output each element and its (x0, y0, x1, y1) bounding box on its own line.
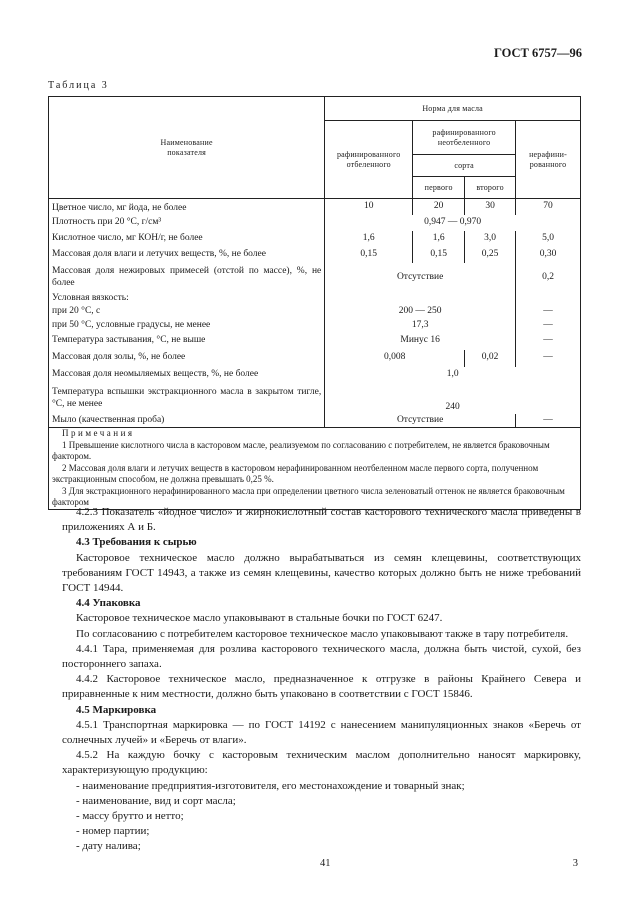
document-code: ГОСТ 6757—96 (493, 46, 582, 60)
list-item: - массу брутто и нетто; (76, 810, 184, 823)
list-item: - наименование, вид и сорт масла; (76, 794, 236, 807)
page-number: 41 (320, 858, 331, 869)
list-item: - номер партии; (76, 825, 150, 838)
table-row: Условная вязкость: (49, 293, 581, 306)
header-norm: Норма для масла (325, 97, 581, 121)
table-row: Мыло (качественная проба) Отсутствие — (49, 414, 581, 428)
paragraph-4-4-2: 4.4.2 Касторовое техническое масло, предназначенное к отгрузке в районы Крайнего Севера и приравненные к ним местности, должно быть упаковано в соответствии с ГОСТ 15846. (62, 673, 581, 701)
table-row: Массовая доля влаги и летучих веществ, %, не более 0,15 0,15 0,25 0,30 (49, 247, 581, 263)
note-3: 3 Для экстракционного нерафинированного масла при определении цветного числа зеленоватый оттенок не является браковочным фактором (52, 485, 565, 508)
header-first: первого (413, 177, 465, 199)
header-refined-unbleached: рафинированного неотбеленного (413, 121, 516, 155)
paragraph-4-2-3: 4.2.3 Показатель «йодное число» и жирнокислотный состав касторового технического масла приведены в приложениях А и Б. (62, 506, 581, 534)
header-unrefined: нерафини- рованного (516, 121, 581, 199)
table-row: Температура застывания, °С, не выше Минус 16 — (49, 333, 581, 350)
note-2: 2 Массовая доля влаги и летучих веществ в касторовом нерафинированном неотбеленном масле первого сорта, полученном экстракционным способом, не должна превышать 0,25 %. (52, 462, 539, 485)
heading-4-5: 4.5 Маркировка (76, 703, 157, 716)
notes-title: Примечания (62, 428, 135, 439)
note-1: 1 Превышение кислотного числа в касторовом масле, реализуемом по согласованию с потребителем, не является браковочным фактором. (52, 439, 550, 462)
paragraph-consumer-tare: По согласованию с потребителем касторовое техническое масло упаковывают также в тару потребителя. (76, 627, 569, 640)
table-row: Температура вспышки экстракционного масла в закрытом тигле, °С, не менее 240 (49, 384, 581, 414)
paragraph-4-5-2: 4.5.2 На каждую бочку с касторовым техническим маслом дополнительно наносят маркировку, характеризующую продукцию: (62, 749, 581, 777)
table-row: при 50 °С, условные градусы, не менее 17,3 — (49, 319, 581, 333)
header-refined-bleached: рафинированного отбеленного (325, 121, 413, 199)
paragraph-packaging: Касторовое техническое масло упаковывают в стальные бочки по ГОСТ 6247. (76, 612, 443, 625)
list-item: - наименование предприятия-изготовителя, его местонахождение и товарный знак; (76, 779, 465, 792)
sheet-number: 3 (572, 858, 578, 869)
body-text (62, 505, 581, 855)
paragraph-raw-materials: Касторовое техническое масло должно вырабатываться из семян клещевины, соответствующих требованиям ГОСТ 14943, а также из семян клещевины, качество которых должно быть не ниже требований ГОСТ 14944. (62, 551, 581, 595)
table-row: Плотность при 20 °С, г/см³ 0,947 — 0,970 (49, 215, 581, 231)
table-row: Массовая доля золы, %, не более 0,008 0,02 — (49, 350, 581, 367)
table-row: Цветное число, мг йода, не более 10 20 30 70 (49, 199, 581, 215)
list-item: - дату налива; (76, 840, 141, 853)
header-second: второго (465, 177, 516, 199)
heading-4-3: 4.3 Требования к сырью (76, 536, 197, 549)
quality-table (48, 96, 581, 510)
table-row: Массовая доля неомыляемых веществ, %, не более 1,0 (49, 367, 581, 384)
table-notes (49, 428, 581, 510)
table-row: при 20 °С, с 200 — 250 — (49, 306, 581, 319)
table-caption: Таблица 3 (48, 80, 109, 91)
header-grade: сорта (413, 155, 516, 177)
paragraph-4-4-1: 4.4.1 Тара, применяемая для розлива касторового технического масла, должна быть чистой, сухой, без постороннего запаха. (62, 642, 581, 671)
heading-4-4: 4.4 Упаковка (76, 597, 141, 610)
table-row: Кислотное число, мг КОН/г, не более 1,6 1,6 3,0 5,0 (49, 231, 581, 247)
header-indicator: Наименование показателя (49, 97, 325, 199)
paragraph-4-5-1: 4.5.1 Транспортная маркировка — по ГОСТ 14192 с нанесением манипуляционных знаков «Беречь от солнечных лучей» и «Беречь от влаги». (62, 718, 581, 747)
table-row: Массовая доля нежировых примесей (отстой по массе), %, не более Отсутствие 0,2 (49, 263, 581, 293)
